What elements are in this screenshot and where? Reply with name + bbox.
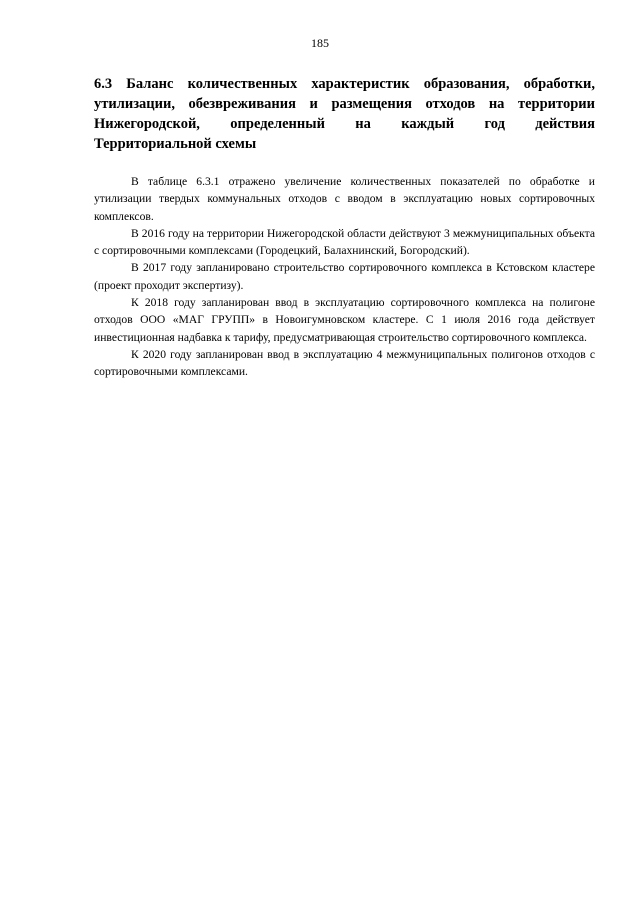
- heading-line: утилизации, обезвреживания и размещения отходов на территории: [94, 96, 595, 112]
- paragraph: К 2018 году запланирован ввод в эксплуатацию сортировочного комплекса на полигоне отходов ООО «МАГ ГРУПП» в Новоигумновском кластере. С 1 июля 2016 года действует инвестиционная надбавка к тарифу, предусматривающая строительство сортировочного комплекса.: [94, 296, 595, 344]
- section-heading: [94, 74, 595, 154]
- body-text: [94, 173, 595, 381]
- heading-line: 6.3 Баланс количественных характеристик образования, обработки,: [94, 76, 595, 92]
- page-number: 185: [311, 36, 329, 50]
- heading-line: Нижегородской, определенный на каждый год действия: [94, 116, 595, 132]
- paragraph: В 2017 году запланировано строительство сортировочного комплекса в Кстовском кластере (проект проходит экспертизу).: [94, 261, 595, 292]
- paragraph: В 2016 году на территории Нижегородской области действуют 3 межмуниципальных объекта с сортировочными комплексами (Городецкий, Балахнинский, Богородский).: [94, 226, 595, 258]
- paragraph: К 2020 году запланирован ввод в эксплуатацию 4 межмуниципальных полигонов отходов с сортировочными комплексами.: [94, 347, 595, 379]
- paragraph: В таблице 6.3.1 отражено увеличение количественных показателей по обработке и утилизации твердых коммунальных отходов с вводом в эксплуатацию новых сортировочных комплексов.: [94, 175, 595, 223]
- heading-line: Территориальной схемы: [94, 136, 257, 152]
